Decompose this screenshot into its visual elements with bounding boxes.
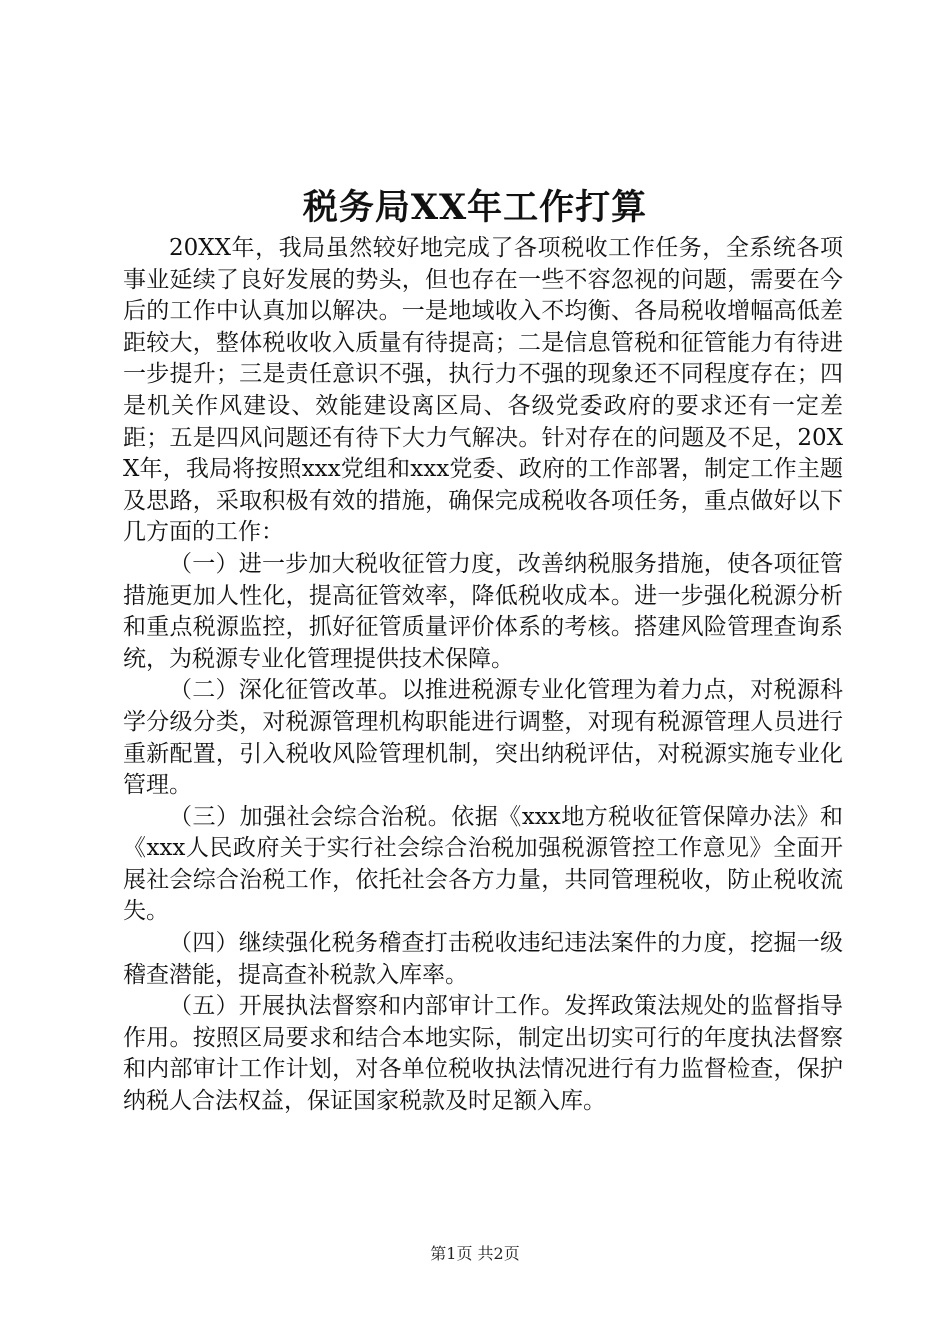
document-title: 税务局XX年工作打算 (302, 187, 648, 228)
item-2-paragraph: （二）深化征管改革。以推进税源专业化管理为着力点，对税源科学分级分类，对税源管理机构职能进行调整，对现有税源管理人员进行重新配置，引入税收风险管理机制，突出纳税评估，对税源实施专业化管理。 (123, 677, 843, 799)
item-1-paragraph: （一）进一步加大税收征管力度，改善纳税服务措施，使各项征管措施更加人性化，提高征管效率，降低税收成本。进一步强化税源分析和重点税源监控，抓好征管质量评价体系的考核。搭建风险管理查询系统，为税源专业化管理提供技术保障。 (123, 550, 843, 672)
page-footer: 第1页 共2页 (430, 1244, 520, 1263)
item-4-paragraph: （四）继续强化税务稽查打击税收违纪违法案件的力度，挖掘一级稽查潜能，提高查补税款入库率。 (123, 930, 843, 988)
item-3-paragraph: （三）加强社会综合治税。依据《xxx地方税收征管保障办法》和《xxx人民政府关于实行社会综合治税加强税源管控工作意见》全面开展社会综合治税工作，依托社会各方力量，共同管理税收，防止税收流失。 (123, 803, 843, 925)
intro-paragraph: 20XX年，我局虽然较好地完成了各项税收工作任务，全系统各项事业延续了良好发展的势头，但也存在一些不容忽视的问题，需要在今后的工作中认真加以解决。一是地域收入不均衡、各局税收增幅高低差距较大，整体税收收入质量有待提高；二是信息管税和征管能力有待进一步提升；三是责任意识不强，执行力不强的现象还不同程度存在；四是机关作风建设、效能建设离区局、各级党委政府的要求还有一定差距；五是四风问题还有待下大力气解决。针对存在的问题及不足，20XX年，我局将按照xxx党组和xxx党委、政府的工作部署，制定工作主题及思路，采取积极有效的措施，确保完成税收各项任务，重点做好以下几方面的工作： (123, 235, 843, 546)
document-body (123, 233, 843, 1118)
item-5-paragraph: （五）开展执法督察和内部审计工作。发挥政策法规处的监督指导作用。按照区局要求和结合本地实际，制定出切实可行的年度执法督察和内部审计工作计划，对各单位税收执法情况进行有力监督检查，保护纳税人合法权益，保证国家税款及时足额入库。 (123, 993, 843, 1115)
